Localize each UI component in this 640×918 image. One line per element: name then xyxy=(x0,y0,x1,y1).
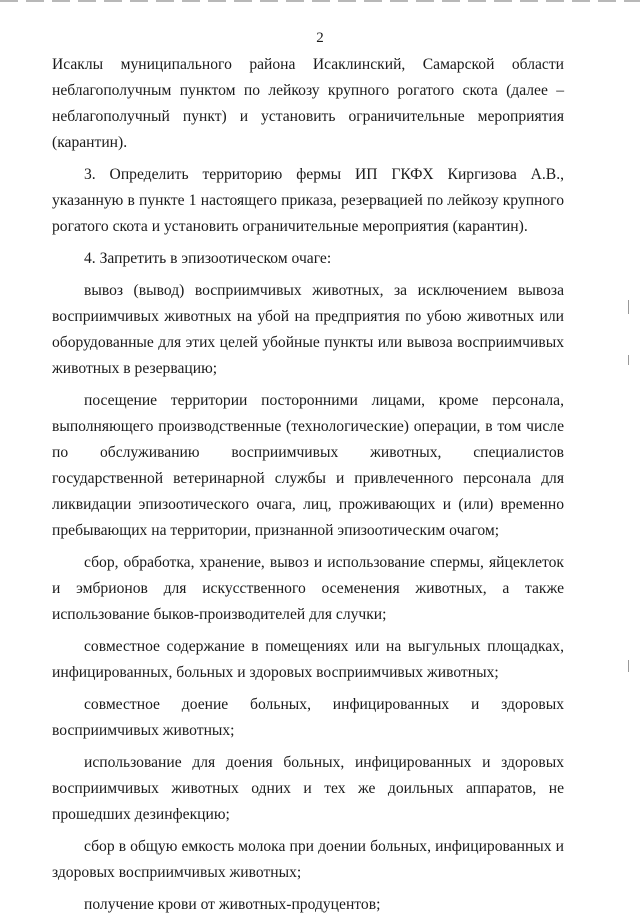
scan-margin-mark xyxy=(628,660,629,672)
page-number: 2 xyxy=(316,30,324,46)
scan-margin-mark xyxy=(628,300,629,314)
prohibition-item: сбор, обработка, хранение, вывоз и использование спермы, яйцеклеток и эмбрионов для искусственного осеменения животных, а также использование быков-производителей для случки; xyxy=(52,554,564,623)
prohibition-item: получение крови от животных-продуцентов; xyxy=(84,896,381,913)
prohibition-item: совместное доение больных, инфицированных и здоровых восприимчивых животных; xyxy=(52,696,564,739)
prohibition-item: вывоз (вывод) восприимчивых животных, за исключением вывоза восприимчивых животных на убой на предприятия по убою животных или оборудованные для этих целей убойные пункты или вывоза восприимчивых животных в резервацию; xyxy=(52,282,564,377)
document-body xyxy=(52,52,564,918)
scan-margin-mark xyxy=(628,355,629,365)
prohibition-item: сбор в общую емкость молока при доении больных, инфицированных и здоровых восприимчивых животных; xyxy=(52,838,564,881)
paragraph-continuation: Исаклы муниципального района Исаклинский, Самарской области неблагополучным пунктом по лейкозу крупного рогатого скота (далее – неблагополучный пункт) и установить ограничительные мероприятия (карантин). xyxy=(52,56,564,151)
paragraph-item-3: 3. Определить территорию фермы ИП ГКФХ Киргизова А.В., указанную в пункте 1 настоящего приказа, резервацией по лейкозу крупного рогатого скота и установить ограничительные мероприятия (карантин). xyxy=(52,166,564,235)
prohibition-item: использование для доения больных, инфицированных и здоровых восприимчивых животных одних и тех же доильных аппаратов, не прошедших дезинфекцию; xyxy=(52,754,564,823)
prohibition-item: посещение территории посторонними лицами, кроме персонала, выполняющего производственные (технологические) операции, в том числе по обслуживанию восприимчивых животных, специалистов государственной ветеринарной службы и привлеченного персонала для ликвидации эпизоотического очага, лиц, проживающих и (или) временно пребывающих на территории, признанной эпизоотическим очагом; xyxy=(52,392,564,539)
prohibition-item: совместное содержание в помещениях или на выгульных площадках, инфицированных, больных и здоровых восприимчивых животных; xyxy=(52,638,564,681)
scan-edge-artifact xyxy=(0,0,640,2)
paragraph-item-4: 4. Запретить в эпизоотическом очаге: xyxy=(84,250,332,267)
